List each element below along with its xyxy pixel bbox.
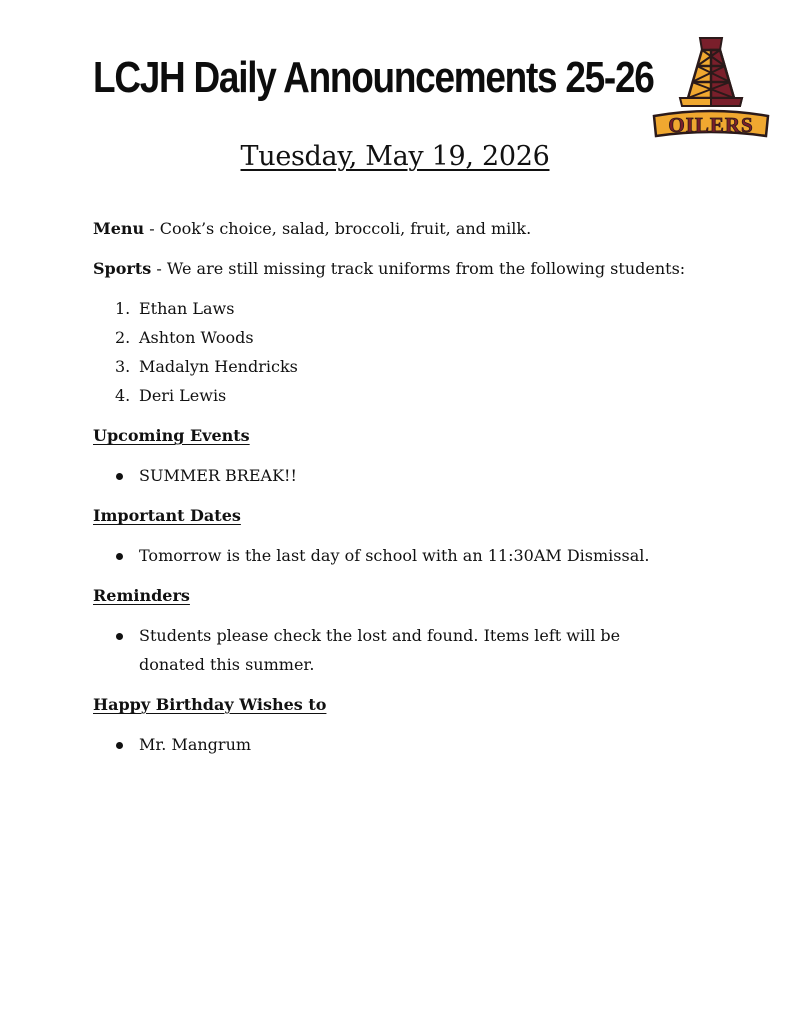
missing-uniform-list	[93, 294, 693, 410]
list-item: 4. Deri Lewis	[115, 386, 227, 405]
upcoming-events-heading: Upcoming Events	[93, 426, 250, 445]
announcement-body	[93, 214, 693, 770]
bullet-icon	[116, 742, 123, 749]
svg-text:OILERS: OILERS	[668, 113, 754, 137]
sports-paragraph	[93, 254, 693, 283]
list-item: Tomorrow is the last day of school with an 11:30AM Dismissal.	[93, 541, 693, 570]
page-title: LCJH Daily Announcements 25-26	[93, 53, 654, 102]
bullet-icon	[116, 553, 123, 560]
bullet-icon	[116, 473, 123, 480]
list-item: Students please check the lost and found. Items left will be donated this summer.	[93, 621, 693, 679]
important-dates-list	[93, 541, 693, 570]
derrick-icon	[680, 38, 742, 106]
menu-label: Menu	[93, 219, 145, 238]
list-item: Mr. Mangrum	[93, 730, 693, 759]
birthday-list	[93, 730, 693, 759]
list-item: 2. Ashton Woods	[115, 328, 254, 347]
upcoming-events-list	[93, 461, 693, 490]
menu-text: - Cook’s choice, salad, broccoli, fruit, and milk.	[144, 219, 532, 238]
oilers-logo	[650, 36, 772, 142]
menu-paragraph	[93, 214, 693, 243]
sports-text: - We are still missing track uniforms from the following students:	[151, 259, 686, 278]
birthday-heading: Happy Birthday Wishes to	[93, 695, 327, 714]
list-item: SUMMER BREAK!!	[93, 461, 693, 490]
reminders-heading: Reminders	[93, 586, 190, 605]
list-item: 1. Ethan Laws	[115, 299, 235, 318]
list-item: 3. Madalyn Hendricks	[115, 357, 298, 376]
reminders-list	[93, 621, 693, 679]
oilers-wordmark	[654, 111, 768, 137]
announcement-date: Tuesday, May 19, 2026	[240, 141, 550, 172]
important-dates-heading: Important Dates	[93, 506, 241, 525]
bullet-icon	[116, 633, 123, 640]
sports-label: Sports	[93, 259, 152, 278]
